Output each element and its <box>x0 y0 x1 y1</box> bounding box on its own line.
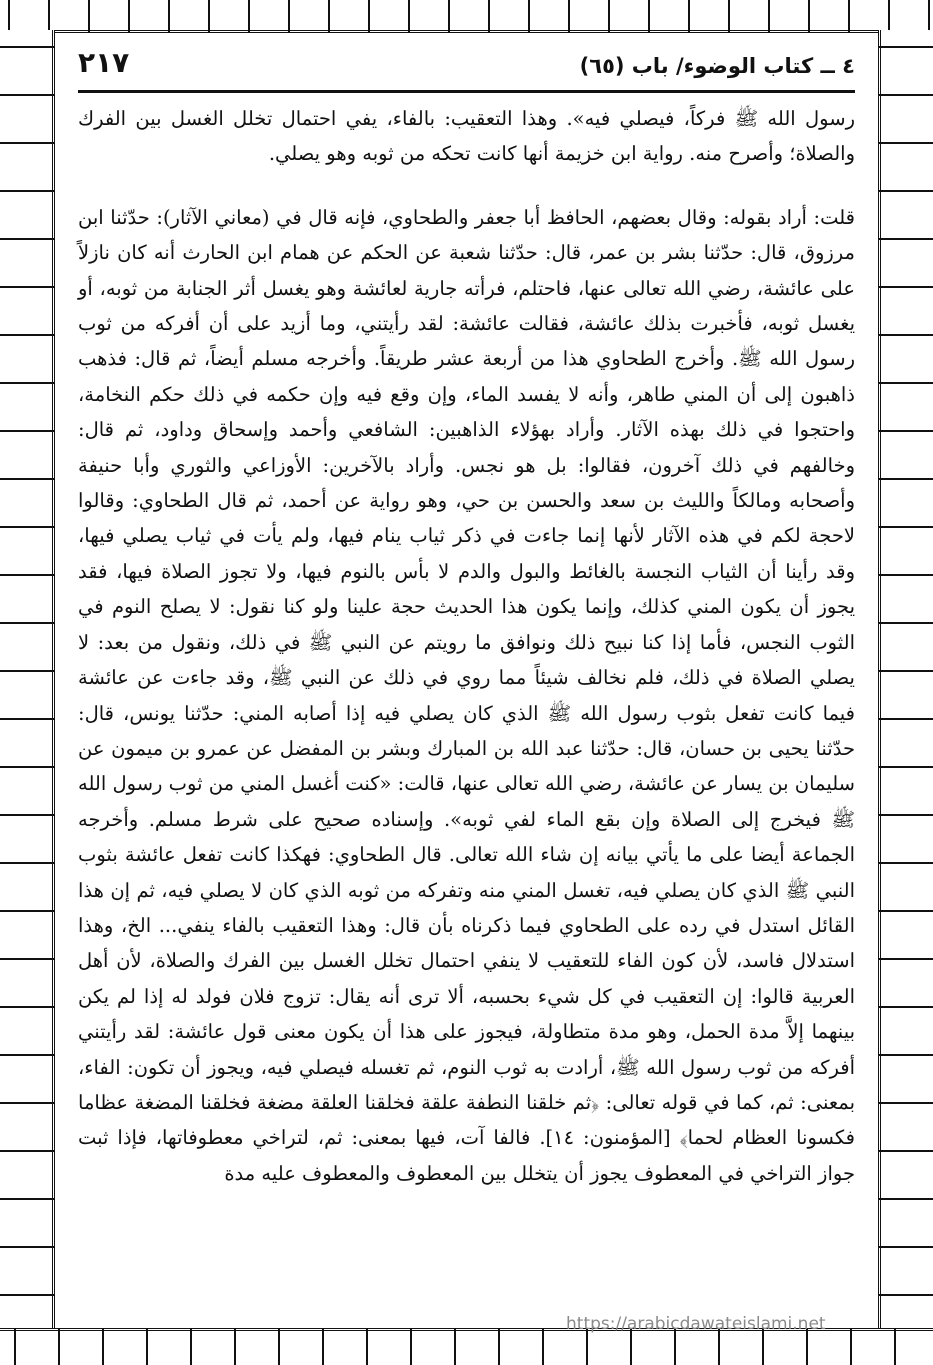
website-watermark: https://arabicdawateislami.net <box>566 1314 826 1334</box>
decorative-top-border <box>0 0 933 33</box>
page-number: ٢١٧ <box>78 46 130 79</box>
decorative-right-border <box>878 30 933 1331</box>
decorative-left-border <box>0 30 55 1331</box>
paragraph-2: قلت: أراد بقوله: وقال بعضهم، الحافظ أبا جعفر والطحاوي، فإنه قال في (معاني الآثار): حدّثنا ابن مرزوق، قال: حدّثنا بشر بن عمر، قال: حدّثنا شعبة عن الحكم عن همام ابن الحارث أنه كان نازلاً على عائشة، رضي الله تعالى عنها، فاحتلم، فرأته جارية لعائشة وهو يغسل أثر الجنابة من ثوبه، أو يغسل ثوبه، فأخبرت بذلك عائشة، فقالت عائشة: لقد رأيتني، وما أزيد على أن أفركه من ثوب رسول الله ﷺ. وأخرج الطحاوي هذا من أربعة عشر طريقاً. وأخرجه مسلم أيضاً، ثم قال: فذهب ذاهبون إلى أن المني طاهر، وأنه لا يفسد الماء، وإن وقع فيه وإن حكمه في ذلك حكم النخامة، واحتجوا في ذلك بهذه الآثار. وأراد بهؤلاء الذاهبين: الشافعي وأحمد وإسحاق وداود، ثم قال: وخالفهم في ذلك آخرون، فقالوا: بل هو نجس. وأراد بالآخرين: الأوزاعي والثوري وأبا حنيفة وأصحابه ومالكاً والليث بن سعد والحسن بن حي، وهو رواية عن أحمد، ثم قال الطحاوي: وقالوا لاحجة لكم في هذه الآثار لأنها إنما جاءت في ذكر ثياب ينام فيها، ولم يأت في ثياب يصلي فيها، وقد رأينا أن الثياب النجسة بالغائط والبول والدم لا بأس بالنوم فيها، ولا تجوز الصلاة فيها، فقد يجوز أن يكون المني كذلك، وإنما يكون هذا الحديث حجة علينا ولو كنا نقول: لا يصلح النوم في الثوب النجس، فأما إذا كنا نبيح ذلك ونوافق ما رويتم عن النبي ﷺ في ذلك، ونقول من بعد: لا يصلي الصلاة في ذلك، فلم نخالف شيئاً مما روي في ذلك عن النبي ﷺ، وقد جاءت عن عائشة فيما كانت تفعل بثوب رسول الله ﷺ الذي كان يصلي فيه إذا أصابه المني: حدّثنا يونس، قال: حدّثنا يحيى بن حسان، قال: حدّثنا عبد الله بن المبارك وبشر بن المفضل عن عمرو بن ميمون عن سليمان بن يسار عن عائشة، رضي الله تعالى عنها، قالت: «كنت أغسل المني من ثوب رسول الله ﷺ فيخرج إلى الصلاة وإن بقع الماء لفي ثوبه». وإسناده صحيح على شرط مسلم. وأخرجه الجماعة أيضا على ما يأتي بيانه إن شاء الله تعالى. قال الطحاوي: فهكذا كانت تفعل عائشة بثوب النبي ﷺ الذي كان يصلي فيه، تغسل المني منه وتفركه من ثوبه الذي كان لا يصلي فيه، ثم إن هذا القائل استدل في رده على الطحاوي فيما ذكرناه بأن قال: وهذا التعقيب بالفاء ينفي... الخ، وهذا استدلال فاسد، لأن كون الفاء للتعقيب لا ينفي احتمال تخلل الغسل بين الفرك والصلاة، لأن أهل العربية قالوا: إن التعقيب في كل شيء بحسبه، ألا ترى أنه يقال: تزوج فلان فولد له إذا لم يكن بينهما إلاَّ مدة الحمل، وهو مدة متطاولة، فيجوز على هذا أن يكون معنى قول عائشة: لقد رأيتني أفركه من ثوب رسول الله ﷺ، أرادت به ثوب النوم، ثم تغسله فيصلي فيه، ويجوز أن تكون: الفاء، بمعنى: ثم، كما في قوله تعالى: ﴿ثم خلقنا النطفة علقة فخلقنا العلقة مضغة فخلقنا المضغة عظاما فكسونا العظام لحما﴾ [المؤمنون: ١٤]. فالفا آت، فيها بمعنى: ثم، لتراخي معطوفاتها، فإذا ثبت جواز التراخي في المعطوف يجوز أن يتخلل بين المعطوف والمعطوف عليه مدة <box>78 205 855 1185</box>
paragraph-1: رسول الله ﷺ فركاً، فيصلي فيه». وهذا التعقيب: بالفاء، يفي احتمال تخلل الغسل بين الفرك والصلاة؛ وأصرح منه. رواية ابن خزيمة أنها كانت تحكه من ثوبه وهو يصلي. <box>78 107 855 166</box>
book-page <box>78 46 855 1316</box>
page-header <box>78 46 855 93</box>
chapter-title: ٤ ــ كتاب الوضوء/ باب (٦٥) <box>579 54 855 78</box>
